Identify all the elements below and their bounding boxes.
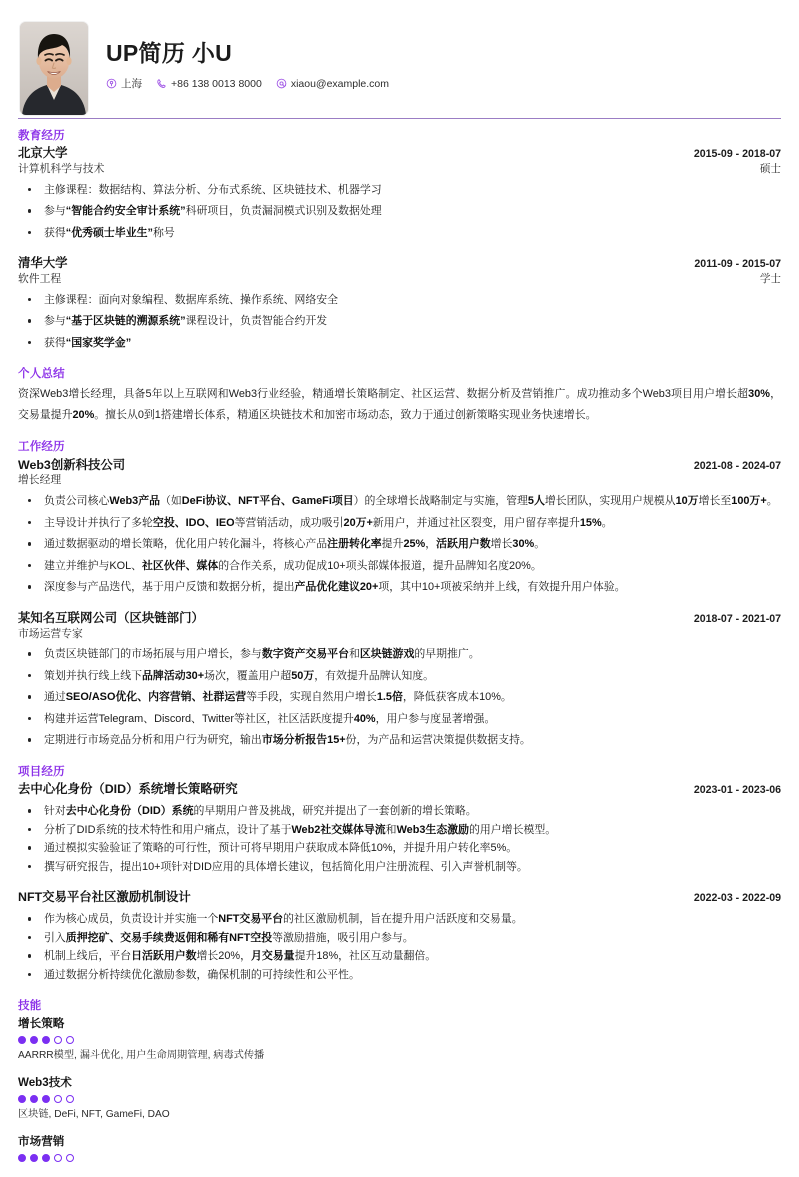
list-item: 负责区块链部门的市场拓展与用户增长，参与数字资产交易平台和区块链游戏的早期推广。	[18, 646, 781, 663]
skill-dot-filled	[30, 1095, 38, 1103]
skill-dot-filled	[42, 1095, 50, 1103]
work-company: 某知名互联网公司（区块链部门）	[18, 610, 204, 625]
skill-dot-empty	[66, 1154, 74, 1162]
resume-header	[0, 0, 799, 118]
list-item: 针对去中心化身份（DID）系统的早期用户普及挑战，研究并提出了一套创新的增长策略。	[18, 803, 781, 820]
list-item: 通过模拟实验验证了策略的可行性，预计可将早期用户获取成本降低10%，并提升用户转化率5%。	[18, 840, 781, 857]
list-item: 撰写研究报告，提出10+项针对DID应用的具体增长建议，包括简化用户注册流程、引入声誉机制等。	[18, 859, 781, 876]
project-entry	[18, 781, 781, 875]
project-name: NFT交易平台社区激励机制设计	[18, 890, 191, 905]
skill-dot-filled	[18, 1036, 26, 1044]
list-item: 定期进行市场竞品分析和用户行为研究，输出市场分析报告15+份，为产品和运营决策提供数据支持。	[18, 732, 781, 749]
identity-block	[106, 22, 397, 89]
skill-dot-empty	[66, 1095, 74, 1103]
resume-body	[0, 129, 799, 1177]
list-item: 主修课程：数据结构、算法分析、分布式系统、区块链技术、机器学习	[18, 182, 781, 199]
contact-email-value: xiaou@example.com	[290, 77, 390, 90]
skill-level-dots	[18, 1095, 781, 1103]
list-item: 获得“优秀硕士毕业生”称号	[18, 225, 781, 242]
skill-dot-empty	[54, 1036, 62, 1044]
section-summary	[18, 367, 781, 426]
education-degree: 学士	[759, 273, 781, 286]
section-education	[18, 129, 781, 351]
skill-block	[18, 1016, 781, 1064]
section-title-work: 工作经历	[18, 441, 65, 454]
section-title-projects: 项目经历	[18, 765, 65, 778]
list-item: 参与“智能合约安全审计系统”科研项目，负责漏洞模式识别及数据处理	[18, 203, 781, 220]
skill-dot-empty	[54, 1154, 62, 1162]
contact-location-value: 上海	[121, 77, 142, 90]
contact-location	[106, 78, 142, 89]
work-bullets	[18, 646, 781, 749]
work-entry	[18, 610, 781, 749]
work-bullets	[18, 493, 781, 596]
education-org: 北京大学	[18, 146, 68, 161]
list-item: 通过SEO/ASO优化、内容营销、社群运营等手段，实现自然用户增长1.5倍，降低获客成本10%。	[18, 689, 781, 706]
section-title-summary: 个人总结	[18, 368, 65, 381]
work-role: 市场运营专家	[18, 627, 83, 640]
portrait-photo-icon	[20, 22, 88, 115]
header-divider	[18, 118, 781, 119]
education-entry	[18, 145, 781, 241]
list-item: 参与“基于区块链的溯源系统”课程设计，负责智能合约开发	[18, 313, 781, 330]
work-date: 2018-07 - 2021-07	[693, 612, 781, 625]
list-item: 主修课程：面向对象编程、数据库系统、操作系统、网络安全	[18, 292, 781, 309]
work-entry	[18, 457, 781, 596]
education-date: 2011-09 - 2015-07	[694, 258, 781, 271]
project-bullets	[18, 803, 781, 875]
skill-keywords: AARRR模型, 漏斗优化, 用户生命周期管理, 病毒式传播	[18, 1049, 265, 1061]
list-item: 分析了DID系统的技术特性和用户痛点，设计了基于Web2社交媒体导流和Web3生态激励的用户增长模型。	[18, 822, 781, 839]
section-title-education: 教育经历	[18, 130, 65, 142]
summary-paragraph: 资深Web3增长经理，具备5年以上互联网和Web3行业经验，精通增长策略制定、社区运营、数据分析及营销推广。成功推动多个Web3项目用户增长超30%，交易量提升20%。擅长从0到1搭建增长体系，精通区块链技术和加密市场动态，致力于通过创新策略实现业务快速增长。	[18, 387, 781, 422]
list-item: 深度参与产品迭代，基于用户反馈和数据分析，提出产品优化建议20+项，其中10+项被采纳并上线，有效提升用户体验。	[18, 579, 781, 596]
section-skills	[18, 999, 781, 1162]
section-projects	[18, 765, 781, 983]
project-bullets	[18, 911, 781, 983]
work-date: 2021-08 - 2024-07	[693, 459, 781, 472]
education-entry	[18, 255, 781, 351]
skill-dot-filled	[18, 1154, 26, 1162]
list-item: 策划并执行线上线下品牌活动30+场次，覆盖用户超50万，有效提升品牌认知度。	[18, 668, 781, 685]
section-title-skills: 技能	[18, 1000, 42, 1013]
list-item: 构建并运营Telegram、Discord、Twitter等社区，社区活跃度提升40%，用户参与度显著增强。	[18, 711, 781, 728]
skill-block	[18, 1134, 781, 1162]
section-work	[18, 440, 781, 749]
contact-row	[106, 78, 397, 89]
list-item: 机制上线后，平台日活跃用户数增长20%，月交易量提升18%，社区互动量翻倍。	[18, 948, 781, 965]
education-major: 计算机科学与技术	[18, 163, 105, 176]
project-date: 2023-01 - 2023-06	[693, 784, 781, 797]
education-bullets	[18, 292, 781, 352]
education-degree: 硕士	[759, 163, 781, 176]
skill-dot-filled	[18, 1095, 26, 1103]
list-item: 获得“国家奖学金”	[18, 335, 781, 352]
work-company: Web3创新科技公司	[18, 457, 126, 472]
list-item: 负责公司核心Web3产品（如DeFi协议、NFT平台、GameFi项目）的全球增长战略制定与实施，管理5人增长团队，实现用户规模从10万增长至100万+。	[18, 493, 781, 510]
skill-name: 市场营销	[18, 1134, 65, 1148]
avatar	[20, 22, 88, 115]
project-name: 去中心化身份（DID）系统增长策略研究	[18, 782, 238, 797]
education-org: 清华大学	[18, 256, 68, 271]
skill-dot-filled	[42, 1154, 50, 1162]
skill-keywords: 区块链, DeFi, NFT, GameFi, DAO	[18, 1108, 170, 1120]
email-at-icon	[276, 78, 287, 89]
contact-phone-value: +86 138 0013 8000	[171, 77, 262, 90]
education-date: 2015-09 - 2018-07	[693, 148, 781, 161]
project-date: 2022-03 - 2022-09	[693, 892, 781, 905]
list-item: 通过数据分析持续优化激励参数，确保机制的可持续性和公平性。	[18, 967, 781, 984]
skill-level-dots	[18, 1154, 781, 1162]
phone-icon	[156, 78, 167, 89]
skill-dot-empty	[66, 1036, 74, 1044]
skill-name: 增长策略	[18, 1016, 65, 1030]
skill-block	[18, 1075, 781, 1123]
location-pin-icon	[106, 78, 117, 89]
skill-dot-filled	[30, 1036, 38, 1044]
education-major: 软件工程	[18, 273, 62, 286]
skill-dot-empty	[54, 1095, 62, 1103]
list-item: 主导设计并执行了多轮空投、IDO、IEO等营销活动，成功吸引20万+新用户，并通过社区裂变，用户留存率提升15%。	[18, 515, 781, 532]
list-item: 作为核心成员，负责设计并实施一个NFT交易平台的社区激励机制，旨在提升用户活跃度和交易量。	[18, 911, 781, 928]
list-item: 通过数据驱动的增长策略，优化用户转化漏斗，将核心产品注册转化率提升25%，活跃用户数增长30%。	[18, 536, 781, 553]
skill-level-dots	[18, 1036, 781, 1044]
skill-name: Web3技术	[18, 1075, 72, 1089]
page-title: UP简历 小U	[106, 40, 233, 66]
education-bullets	[18, 182, 781, 242]
contact-email	[276, 78, 389, 89]
list-item: 引入质押挖矿、交易手续费返佣和稀有NFT空投等激励措施，吸引用户参与。	[18, 930, 781, 947]
project-entry	[18, 889, 781, 983]
contact-phone	[156, 78, 262, 89]
skill-dot-filled	[42, 1036, 50, 1044]
work-role: 增长经理	[18, 474, 62, 487]
list-item: 建立并维护与KOL、社区伙伴、媒体的合作关系，成功促成10+项头部媒体报道，提升品牌知名度20%。	[18, 558, 781, 575]
skill-dot-filled	[30, 1154, 38, 1162]
